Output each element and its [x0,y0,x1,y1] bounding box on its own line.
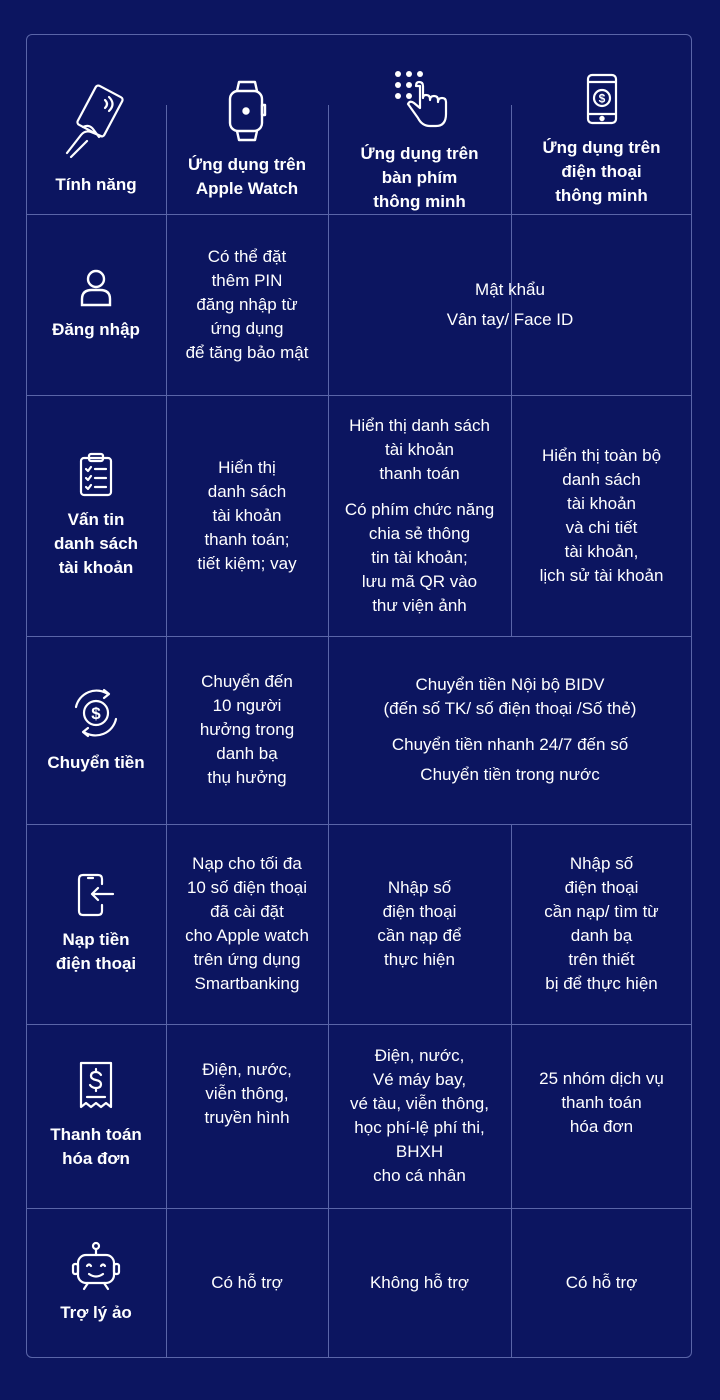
money-transfer-icon [68,685,124,741]
robot-icon [70,1241,122,1291]
feature-assistant [26,1208,166,1358]
login-shared [328,214,692,395]
feature-topup-label: Nạp tiền điện thoại [55,930,137,973]
header-feature [26,66,166,214]
smartwatch-icon [225,79,269,143]
accounts-keyboard-list: Hiển thị danh sách tài khoản thanh toán [349,415,490,483]
login-password: Mật khẩu [475,279,545,299]
feature-assistant-label: Trợ lý ảo [60,1303,132,1322]
feature-transfer-label: Chuyển tiền [47,753,145,772]
header-phone-label: Ứng dụng trên điện thoại thông minh [542,138,661,205]
accounts-keyboard [328,395,511,636]
header-keyboard-label: Ứng dụng trên bàn phím thông minh [360,144,479,211]
header-watch [166,66,328,214]
svg-text:$: $ [598,91,605,106]
assistant-watch: Có hỗ trợ [211,1273,283,1292]
feature-bills-label: Thanh toán hóa đơn [50,1125,142,1168]
bills-phone: 25 nhóm dịch vụ thanh toán hóa đơn [539,1069,664,1136]
receipt-icon [77,1061,115,1113]
bills-watch: Điện, nước, viễn thông, truyền hình [202,1060,292,1127]
topup-phone: Nhập số điện thoại cần nạp/ tìm từ danh bạ trên thiết bị để thực hiện [544,854,659,993]
assistant-phone: Có hỗ trợ [565,1273,638,1292]
feature-topup [26,824,166,1024]
transfer-fast: Chuyển tiền nhanh 24/7 đến số [391,735,629,754]
user-icon [79,268,113,308]
phone-topup-icon [76,872,116,918]
transfer-internal: Chuyển tiền Nội bộ BIDV (đến số TK/ số điện thoại /Số thẻ) [383,675,637,718]
transfer-shared [328,636,692,824]
feature-accounts-label: Vấn tin danh sách tài khoản [53,509,139,577]
login-biometric: Vân tay/ Face ID [446,309,574,329]
keypad-touch-icon [390,66,450,132]
transfer-watch: Chuyển đến 10 người hưởng trong danh bạ thụ hưởng [199,672,295,787]
accounts-phone: Hiển thị toàn bộ danh sách tài khoản và chi tiết tài khoản, lịch sử tài khoản [539,445,664,585]
svg-text:$: $ [91,704,101,723]
topup-watch: Nạp cho tối đa 10 số điện thoại đã cài đặt cho Apple watch trên ứng dụng Smartbanking [185,854,309,993]
checklist-icon [78,452,114,498]
bills-keyboard: Điện, nước, Vé máy bay, vé tàu, viễn thông, học phí-lệ phí thi, BHXH cho cá nhân [350,1046,489,1185]
phone-money-icon [585,72,619,126]
accounts-keyboard-share: Có phím chức năng chia sẻ thông tin tài khoản; lưu mã QR vào thư viện ảnh [344,499,495,615]
transfer-domestic: Chuyển tiền trong nước [420,765,600,784]
feature-transfer [26,636,166,824]
assistant-keyboard: Không hỗ trợ [369,1273,470,1292]
header-feature-label: Tính năng [55,175,137,194]
login-watch: Có thể đặt thêm PIN đăng nhập từ ứng dụng để tăng bảo mật [185,246,309,362]
feature-login-label: Đăng nhập [52,319,140,339]
feature-accounts [26,395,166,636]
topup-keyboard: Nhập số điện thoại cần nạp để thực hiện [377,878,462,969]
header-watch-label: Ứng dụng trên Apple Watch [188,155,306,198]
contactless-card-icon [61,83,131,163]
header-keyboard [328,66,511,214]
header-phone [511,66,692,214]
feature-bills [26,1024,166,1208]
feature-login [26,214,166,395]
accounts-watch: Hiển thị danh sách tài khoản thanh toán; tiết kiệm; vay [197,457,297,573]
